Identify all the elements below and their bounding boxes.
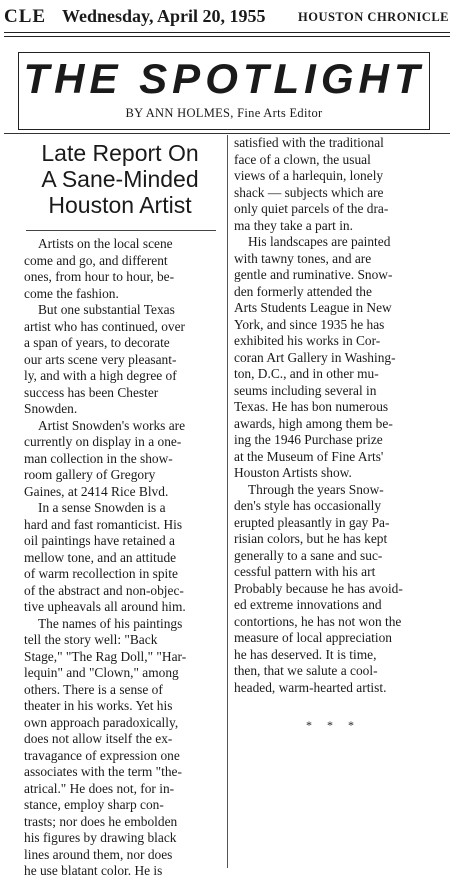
article-text-line: Artists on the local scene [38, 236, 173, 251]
article-text-line: Texas. He has bon numerous [234, 399, 389, 414]
article-text-line: shack — subjects which are [234, 184, 384, 200]
article-text-line: with tawny tones, and are [234, 250, 372, 266]
article-text-line: risian colors, but he has kept [234, 531, 388, 546]
article-text-line: But one substantial Texas [38, 302, 175, 317]
column-header-box [18, 52, 430, 130]
article-text-line: at the Museum of Fine Arts' [234, 448, 384, 464]
article-text-line: den formerly attended the [234, 283, 372, 299]
article-text-line: York, and since 1935 he has [234, 316, 385, 332]
article-text-line: come the fashion. [24, 285, 119, 301]
article-text-line: measure of local appreciation [234, 630, 393, 645]
article-text-line: then, that we salute a cool- [234, 663, 378, 678]
article-text-line: only quiet parcels of the dra- [234, 201, 389, 216]
article-text-line: ed extreme innovations and [234, 597, 382, 612]
article-text-line: erupted pleasantly in gay Pa- [234, 514, 390, 530]
article-text-line: ma they take a part in. [234, 217, 353, 233]
masthead-section-fragment: CLE [4, 6, 47, 27]
article-text-line: coran Art Gallery in Washing- [234, 349, 396, 365]
article-text-line: hard and fast romanticist. His [24, 516, 183, 532]
article-text-line: Probably because he has avoid- [234, 580, 403, 596]
article-left-column [24, 236, 220, 880]
byline: BY ANN HOLMES, Fine Arts Editor [125, 106, 323, 120]
column-title: THE SPOTLIGHT [23, 55, 425, 102]
article-text-line: tive upheavals all around him. [24, 599, 186, 614]
article-text-line: ing the 1946 Purchase prize [234, 432, 383, 447]
article-text-line: seums including several in [234, 382, 377, 398]
article-text-line: man collection in the show- [24, 450, 173, 466]
article-text-line: Stage," "The Rag Doll," "Har- [24, 648, 187, 664]
article-text-line: gentle and ruminative. Snow- [234, 267, 393, 282]
article-text-line: mellow tone, and an attitude [24, 549, 177, 565]
article-text-line: den's style has occasionally [234, 498, 382, 513]
headline [22, 140, 218, 230]
masthead [4, 4, 450, 30]
article-text-line: artist who has continued, over [24, 318, 186, 334]
article-right-column [234, 135, 432, 696]
article-text-line: come and go, and different [24, 252, 168, 268]
header-rule [4, 133, 450, 134]
article-text-line: atrical." He does not, for in- [24, 780, 175, 796]
article-text-line: exhibited his works in Cor- [234, 333, 381, 348]
article-text-line: Through the years Snow- [248, 481, 384, 497]
article-text-line: ly, and with a high degree of [24, 368, 177, 383]
article-text-line: ones, from hour to hour, be- [24, 269, 175, 284]
column-divider [227, 135, 228, 868]
article-text-line: own approach paradoxically, [24, 714, 179, 730]
masthead-rule-secondary [4, 36, 450, 37]
article-text-line: His landscapes are painted [248, 234, 391, 249]
article-text-line: cessful pattern with his art [234, 564, 376, 579]
article-text-line: our arts scene very pleasant- [24, 351, 177, 367]
masthead-date: Wednesday, April 20, 1955 [62, 6, 266, 26]
headline-line: Houston Artist [48, 192, 192, 218]
headline-line: Late Report On [41, 140, 199, 166]
article-text-line: trasts; nor does he embolden [24, 813, 178, 829]
article-text-line: currently on display in a one- [24, 434, 182, 449]
article-text-line: of the abstract and non-objec- [24, 582, 184, 598]
article-text-line: contortions, he has not won the [234, 613, 402, 629]
headline-line: A Sane-Minded [41, 166, 199, 192]
article-text-line: he use blatant color. He is [24, 863, 163, 878]
masthead-rule [4, 32, 450, 33]
article-text-line: oil paintings have retained a [24, 533, 175, 548]
headline-rule [26, 230, 216, 231]
article-text-line: Gaines, at 2414 Rice Blvd. [24, 483, 169, 499]
article-text-line: stance, employ sharp con- [24, 797, 164, 812]
article-text-line: lequin" and "Clown," among [24, 665, 179, 680]
article-text-line: a span of years, to decorate [24, 335, 170, 350]
article-text-line: awards, high among them be- [234, 415, 393, 431]
article-text-line: headed, warm-hearted artist. [234, 679, 387, 695]
article-text-line: travagance of expression one [24, 747, 180, 763]
article-text-line: he has deserved. It is time, [234, 646, 377, 662]
article-text-line: The names of his paintings [38, 615, 183, 631]
article-text-line: Artist Snowden's works are [38, 417, 186, 433]
article-text-line: success has been Chester [24, 384, 159, 400]
article-text-line: theater in his works. Yet his [24, 698, 173, 713]
article-text-line: In a sense Snowden is a [38, 500, 166, 515]
article-text-line: room gallery of Gregory [24, 467, 156, 482]
article-text-line: associates with the term "the- [24, 764, 182, 779]
article-text-line: Snowden. [24, 401, 78, 416]
article-text-line: of warm recollection in spite [24, 566, 178, 581]
article-text-line: his figures by drawing black [24, 830, 177, 845]
article-text-line: views of a harlequin, lonely [234, 168, 384, 183]
article-text-line: generally to a sane and suc- [234, 547, 383, 563]
article-text-line: does not allow itself the ex- [24, 731, 173, 746]
article-text-line: satisfied with the traditional [234, 135, 384, 150]
masthead-paper-name: HOUSTON CHRONICLE [298, 10, 450, 24]
article-text-line: ton, D.C., and in other mu- [234, 366, 379, 381]
article-text-line: face of a clown, the usual [234, 151, 371, 167]
article-text-line: others. There is a sense of [24, 681, 163, 697]
article-text-line: Arts Students League in New [234, 300, 392, 315]
article-text-line: tell the story well: "Back [24, 632, 158, 647]
end-mark: * * * [306, 718, 360, 732]
article-text-line: Houston Artists show. [234, 465, 352, 480]
article-text-line: lines around them, nor does [24, 846, 173, 862]
